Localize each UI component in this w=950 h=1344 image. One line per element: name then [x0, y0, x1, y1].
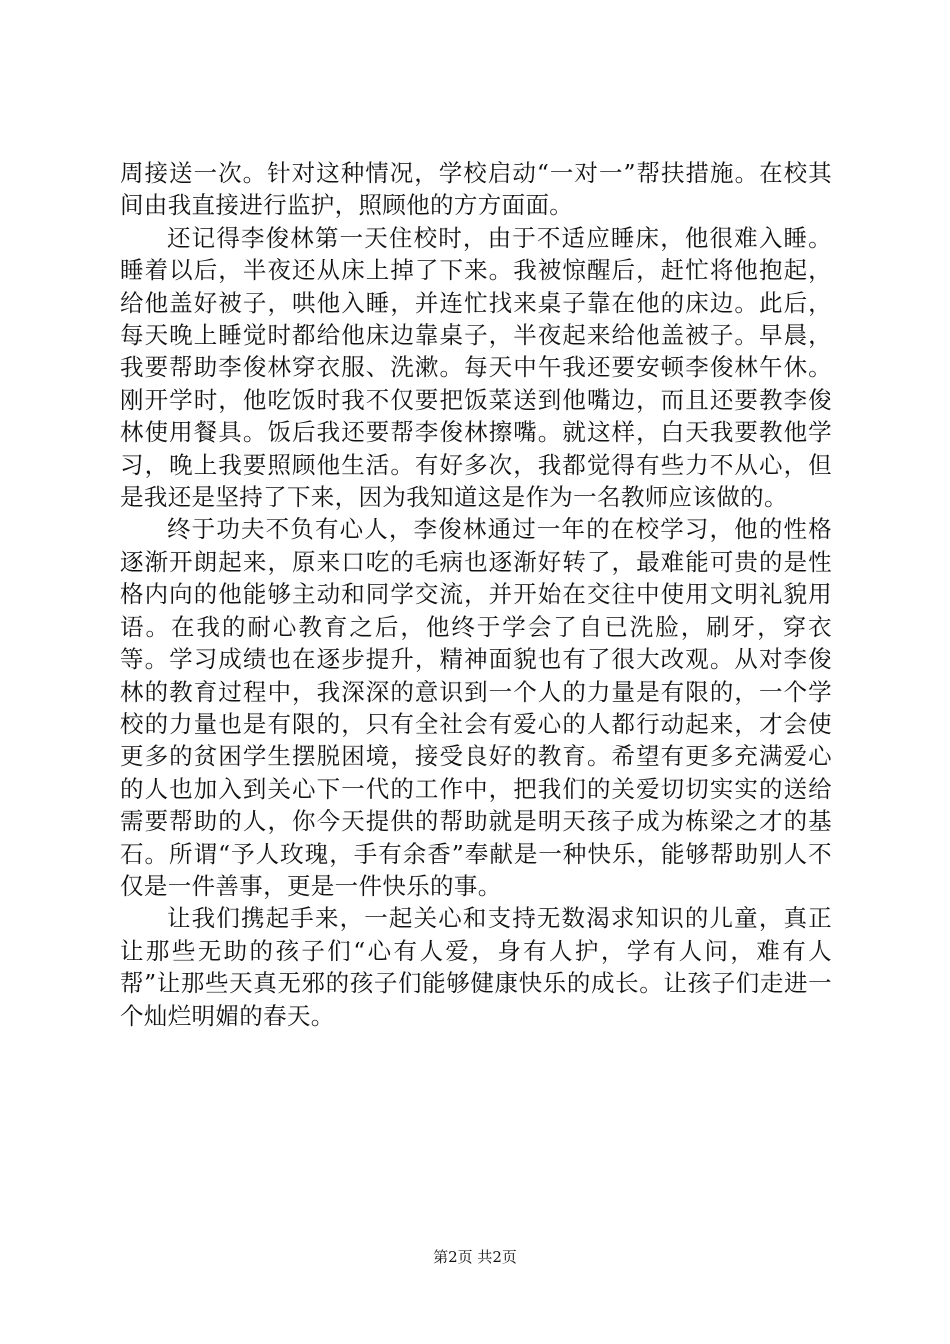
paragraph-continued: 周接送一次。针对这种情况，学校启动“一对一”帮扶措施。在校其间由我直接进行监护，照顾他的方方面面。: [120, 159, 832, 220]
page-footer: 第2页 共2页: [433, 1248, 517, 1266]
document-body: [120, 157, 832, 1032]
paragraph: 终于功夫不负有心人，李俊林通过一年的在校学习，他的性格逐渐开朗起来，原来口吃的毛病也逐渐好转了，最难能可贵的是性格内向的他能够主动和同学交流，并开始在交往中使用文明礼貌用语。在我的耐心教育之后，他终于学会了自已洗脸，刷牙，穿衣等。学习成绩也在逐步提升，精神面貌也有了很大改观。从对李俊林的教育过程中，我深深的意识到一个人的力量是有限的，一个学校的力量也是有限的，只有全社会有爱心的人都行动起来，才会使更多的贫困学生摆脱困境，接受良好的教育。希望有更多充满爱心的人也加入到关心下一代的工作中，把我们的关爱切切实实的送给需要帮助的人，你今天提供的帮助就是明天孩子成为栋梁之才的基石。所谓“予人玫瑰，手有余香”奉献是一种快乐，能够帮助别人不仅是一件善事，更是一件快乐的事。: [120, 515, 832, 900]
paragraph: 让我们携起手来，一起关心和支持无数渴求知识的儿童，真正让那些无助的孩子们“心有人爱，身有人护，学有人问，难有人帮”让那些天真无邪的孩子们能够健康快乐的成长。让孩子们走进一个灿烂明媚的春天。: [120, 904, 832, 1030]
paragraph: 还记得李俊林第一天住校时，由于不适应睡床，他很难入睡。睡着以后，半夜还从床上掉了下来。我被惊醒后，赶忙将他抱起，给他盖好被子，哄他入睡，并连忙找来桌子靠在他的床边。此后，每天晚上睡觉时都给他床边靠桌子，半夜起来给他盖被子。早晨，我要帮助李俊林穿衣服、洗漱。每天中午我还要安顿李俊林午休。刚开学时，他吃饭时我不仅要把饭菜送到他嘴边，而且还要教李俊林使用餐具。饭后我还要帮李俊林擦嘴。就这样，白天我要教他学习，晚上我要照顾他生活。有好多次，我都觉得有些力不从心，但是我还是坚持了下来，因为我知道这是作为一名教师应该做的。: [120, 223, 832, 512]
